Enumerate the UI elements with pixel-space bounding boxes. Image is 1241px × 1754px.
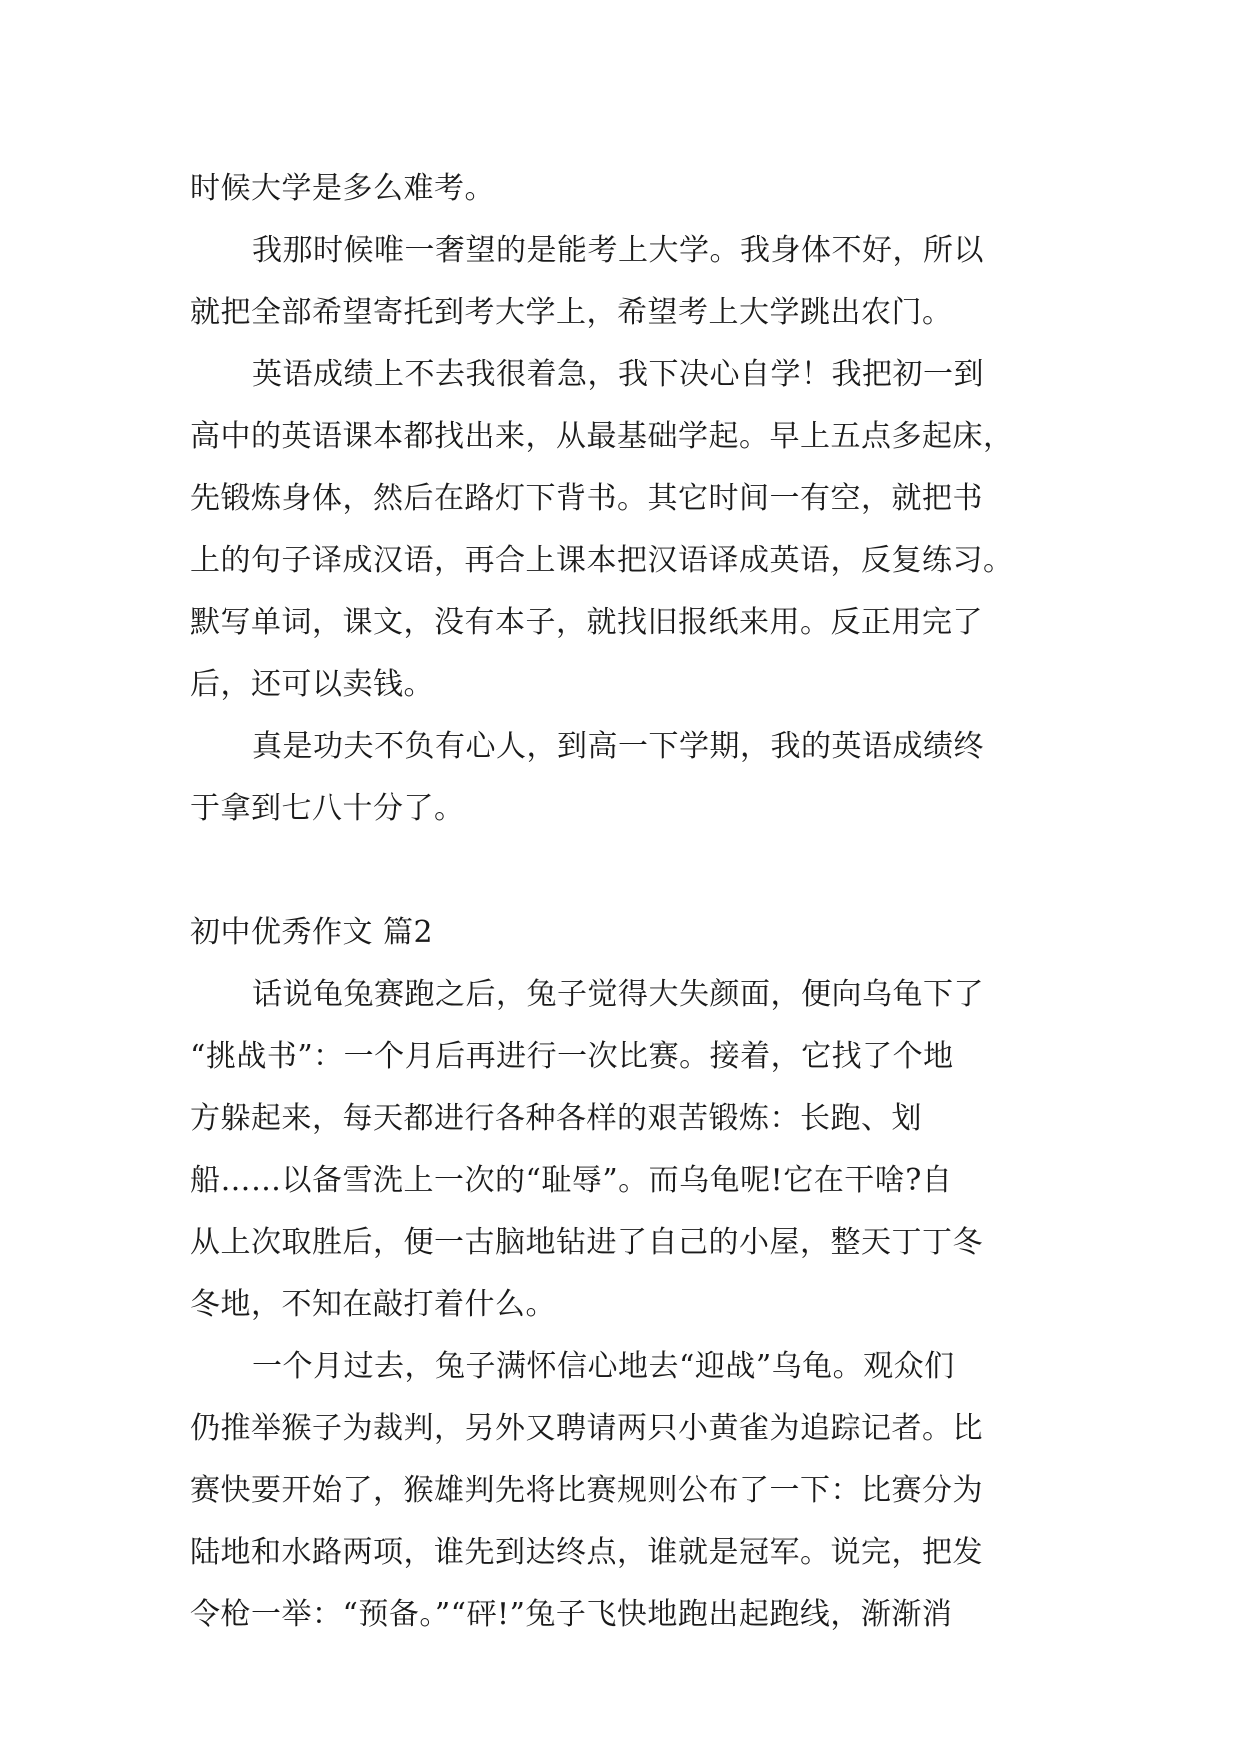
section-heading: 初中优秀作文 篇2 (190, 915, 434, 950)
text-line: “挑战书”：一个月后再进行一次比赛。接着，它找了个地 (190, 1039, 954, 1074)
paragraph (190, 716, 1050, 840)
text-line: 冬地，不知在敲打着什么。 (190, 1287, 556, 1322)
text-line: 话说龟兔赛跑之后，兔子觉得大失颜面，便向乌龟下了 (252, 977, 984, 1012)
text-line: 方躲起来，每天都进行各种各样的艰苦锻炼：长跑、划 (190, 1101, 922, 1136)
text-line: 仍推举猴子为裁判，另外又聘请两只小黄雀为追踪记者。比 (190, 1411, 983, 1446)
paragraph (190, 964, 1050, 1336)
text-line: 从上次取胜后，便一古脑地钻进了自己的小屋，整天丁丁冬 (190, 1225, 983, 1260)
text-line: 于拿到七八十分了。 (190, 791, 465, 826)
text-line: 一个月过去，兔子满怀信心地去“迎战”乌龟。观众们 (252, 1349, 955, 1384)
text-line: 我那时候唯一奢望的是能考上大学。我身体不好，所以 (252, 233, 984, 268)
text-line: 真是功夫不负有心人，到高一下学期，我的英语成绩终 (252, 729, 984, 764)
paragraph-continuation (190, 158, 1050, 220)
section-gap (190, 840, 1050, 902)
paragraph (190, 1336, 1050, 1646)
text-line: 高中的英语课本都找出来，从最基础学起。早上五点多起床， (190, 419, 1014, 454)
text-line: 后，还可以卖钱。 (190, 667, 434, 702)
text-line: 赛快要开始了，猴雄判先将比赛规则公布了一下：比赛分为 (190, 1473, 983, 1508)
text-line: 英语成绩上不去我很着急，我下决心自学！我把初一到 (252, 357, 984, 392)
paragraph (190, 344, 1050, 716)
text-line: 先锻炼身体，然后在路灯下背书。其它时间一有空，就把书 (190, 481, 983, 516)
text-line: 陆地和水路两项，谁先到达终点，谁就是冠军。说完，把发 (190, 1535, 983, 1570)
text-line: 默写单词，课文，没有本子，就找旧报纸来用。反正用完了 (190, 605, 983, 640)
text-line: 令枪一举：“预备。”“砰!”兔子飞快地跑出起跑线，渐渐消 (190, 1597, 953, 1632)
text-line: 船……以备雪洗上一次的“耻辱”。而乌龟呢!它在干啥?自 (190, 1163, 953, 1198)
text-line: 上的句子译成汉语，再合上课本把汉语译成英语，反复练习。 (190, 543, 1014, 578)
document-page (190, 158, 1050, 1646)
text-line: 就把全部希望寄托到考大学上，希望考上大学跳出农门。 (190, 295, 953, 330)
paragraph (190, 220, 1050, 344)
text-line: 时候大学是多么难考。 (190, 171, 495, 206)
